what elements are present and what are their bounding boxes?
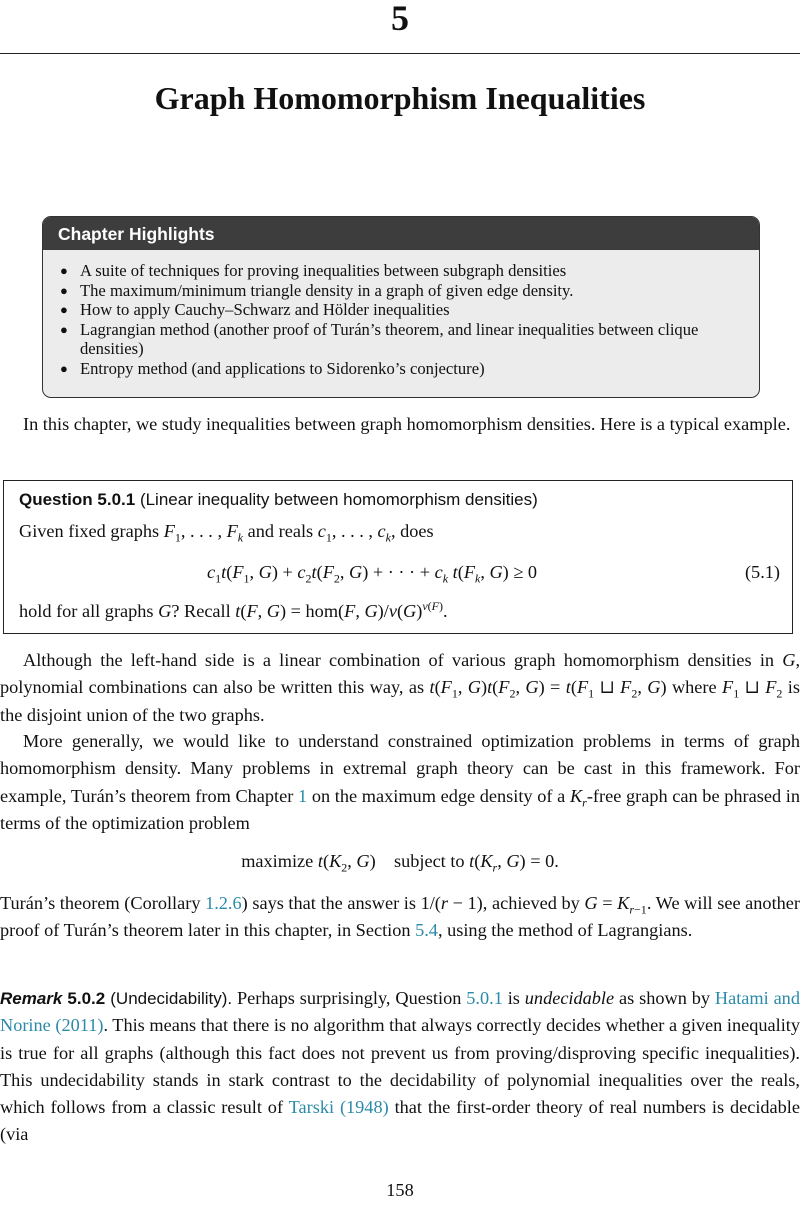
paragraph-text: , polynomial combinations can also be written this way, as bbox=[0, 650, 800, 698]
question-line-1 bbox=[19, 519, 434, 543]
paragraph-turan bbox=[0, 890, 800, 945]
citation-year-tarski[interactable]: (1948) bbox=[339, 1097, 389, 1118]
remark-label bbox=[0, 989, 232, 1008]
remark-paragraph bbox=[0, 985, 800, 1149]
page-number: 158 bbox=[386, 1180, 414, 1200]
math: $F_1$, . . . , $F_k$ bbox=[163, 521, 244, 545]
citation-link-hatami[interactable]: Hatami and Norine bbox=[0, 988, 800, 1036]
header-rule bbox=[0, 53, 800, 54]
remark-label-text: Remark bbox=[0, 989, 63, 1008]
question-label: Question 5.0.1 bbox=[19, 490, 136, 509]
citation-link-tarski[interactable]: Tarski bbox=[288, 1097, 335, 1118]
math: $G = K_{r-1}$ bbox=[584, 893, 647, 917]
section-link[interactable]: 5.4 bbox=[415, 920, 438, 941]
highlight-item bbox=[60, 261, 759, 281]
question-link[interactable]: 5.0.1 bbox=[466, 988, 503, 1008]
chapter-highlights-heading: Chapter Highlights bbox=[43, 217, 759, 250]
paragraph-polynomial-combinations: Although the left-hand side is a linear combination of various graph homomorphism densities in G, polynomial combinations can also be written this way, as $t(F_1$, $G)t(F_2$, $G) = t(F_1$ ⊔ $F_2$, G) where $F_1$ ⊔ $F_2$ is the disjoint union of the two graphs. bbox=[0, 650, 800, 725]
paragraph-text: Although the left-hand side is a linear combination of various graph homomorphism densities in bbox=[23, 650, 775, 670]
paragraph-text: Turán’s theorem (Corollary bbox=[0, 893, 201, 913]
math: $c_1$, . . . , $c_k$ bbox=[317, 521, 391, 545]
highlight-item bbox=[60, 300, 759, 320]
highlight-item-text: The maximum/minimum triangle density in a graph of given edge density. bbox=[80, 280, 574, 300]
question-title-text: (Linear inequality between homomorphism densities) bbox=[139, 490, 538, 509]
chapter-highlights-list bbox=[43, 261, 759, 378]
question-equation: $c_1t(F_1$, $G) + c_2t(F_2$, G) + · · · + $c_k$ $t(F_k$, G) ≥ 0 bbox=[207, 562, 538, 586]
paragraph-text: is bbox=[507, 988, 520, 1008]
paragraph-text: . This means that there is no algorithm that always correctly decides whether a given inequality is true for all graphs (although this fact does not prevent us from proving/disproving specific inequalities). This undecidability stands in stark contrast to the decidability of polynomial inequalities over the reals, which follows from a classic result of bbox=[0, 1015, 800, 1118]
display-eq-text: maximize bbox=[241, 851, 314, 871]
display-equation: maximize $t(K_2$, G) subject to $t(K_r$, G) = 0. bbox=[241, 851, 559, 875]
highlight-item-text: A suite of techniques for proving inequalities between subgraph densities bbox=[80, 261, 567, 280]
chapter-title: Graph Homomorphism Inequalities bbox=[154, 80, 646, 116]
math: 1/(r − 1) bbox=[420, 893, 483, 913]
remark-title: (Undecidability). bbox=[110, 989, 233, 1008]
paragraph-text: is the disjoint union of the two graphs. bbox=[0, 677, 800, 725]
paragraph-text: -free graph can be phrased in terms of the optimization problem bbox=[0, 785, 800, 833]
paragraph-text: . We will see another proof of Turán’s theorem later in this chapter, in Section bbox=[0, 893, 800, 941]
chapter-highlights-box bbox=[42, 216, 760, 398]
paragraph-text: where bbox=[671, 677, 717, 698]
chapter-link[interactable]: 1 bbox=[298, 785, 308, 806]
highlight-item bbox=[60, 358, 759, 379]
question-line-3: hold for all graphs G? Recall t(F, G) = hom(F, $G)/v(G)^{v(F)}$. bbox=[19, 598, 448, 621]
paragraph-text: Perhaps surprisingly, Question bbox=[237, 988, 462, 1008]
bullet-icon: ● bbox=[60, 302, 68, 317]
paragraph-text: on the maximum edge density of a bbox=[311, 785, 566, 806]
highlight-item bbox=[60, 319, 759, 359]
paragraph-text: ) says that the answer is bbox=[241, 893, 416, 913]
paragraph-text: , achieved by bbox=[482, 893, 580, 913]
question-text: , does bbox=[391, 521, 434, 541]
question-title bbox=[19, 490, 538, 510]
highlight-item-text: How to apply Cauchy–Schwarz and Hölder inequalities bbox=[80, 300, 450, 319]
display-eq-text: subject to bbox=[393, 851, 465, 871]
paragraph-optimization: More generally, we would like to understand constrained optimization problems in terms of graph homomorphism density. Many problems in extremal graph theory can be cast in this framework. For example, Turán’s theorem from Chapter 1 on the maximum edge density of a $K_r$-free graph can be phrased in terms of the optimization problem bbox=[0, 731, 800, 833]
math: $t(F_1$, $G)t(F_2$, $G) = t(F_1$ ⊔ $F_2$, G) bbox=[429, 677, 667, 701]
bullet-icon: ● bbox=[60, 263, 68, 278]
math: $F_1$ ⊔ $F_2$ bbox=[722, 677, 783, 701]
corollary-link[interactable]: 1.2.6 bbox=[205, 893, 242, 913]
question-text: hold for all graphs bbox=[19, 601, 154, 621]
bullet-icon: ● bbox=[60, 282, 68, 298]
citation-year-hatami[interactable]: (2011) bbox=[55, 1015, 104, 1036]
bullet-icon: ● bbox=[60, 360, 68, 376]
paragraph-text: that the first-order theory of real numbers is decidable (via bbox=[0, 1097, 800, 1145]
highlight-item bbox=[60, 280, 759, 301]
intro-text: In this chapter, we study inequalities between graph homomorphism densities. Here is a typical example. bbox=[23, 414, 791, 434]
question-text: ? Recall bbox=[171, 601, 231, 621]
bullet-icon: ● bbox=[60, 321, 68, 337]
emphasis-text: undecidable bbox=[524, 988, 615, 1008]
highlight-item-text: Lagrangian method (another proof of Turán’s theorem, and linear inequalities between clique densities) bbox=[80, 319, 699, 358]
question-text: and reals bbox=[247, 521, 314, 541]
question-text: Given fixed graphs bbox=[19, 521, 160, 541]
paragraph-text: as shown by bbox=[619, 988, 711, 1008]
equation-number: (5.1) bbox=[744, 562, 780, 582]
highlight-item-text: Entropy method (and applications to Sidorenko’s conjecture) bbox=[80, 358, 485, 378]
chapter-number: 5 bbox=[391, 0, 409, 38]
paragraph-text: , using the method of Lagrangians. bbox=[437, 920, 693, 941]
paragraph-text: More generally, we would like to understand constrained optimization problems in terms of graph homomorphism density. Many problems in extremal graph theory can be cast in this framework. For example, Turán’s theorem from Chapter bbox=[0, 731, 800, 806]
question-box bbox=[3, 480, 793, 634]
math: t(F, G) = hom(F, $G)/v(G)^{v(F)}$. bbox=[235, 598, 448, 621]
intro-paragraph bbox=[0, 411, 800, 438]
remark-number: 5.0.2 bbox=[67, 989, 106, 1008]
